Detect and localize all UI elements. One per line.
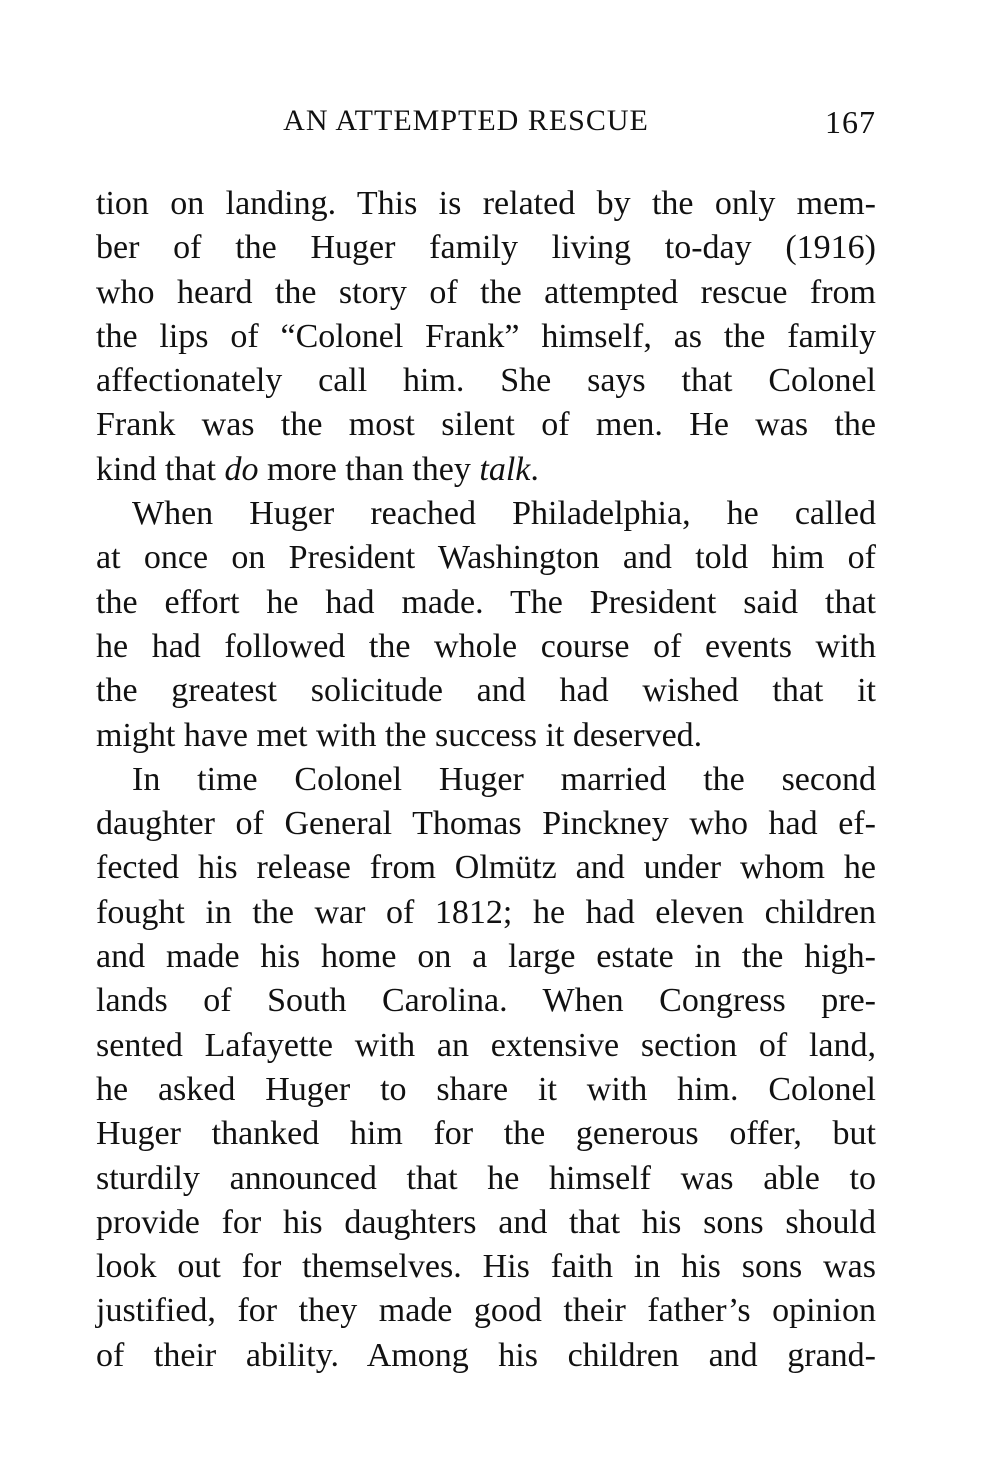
text-line: provide for his daughters and that his sons should — [96, 1203, 876, 1241]
text-line: Huger thanked him for the generous offer, but — [96, 1115, 876, 1153]
text-line: Frank was the most silent of men. He was the — [96, 406, 876, 444]
text-line: In time Colonel Huger married the second — [132, 760, 876, 798]
body-text — [96, 182, 876, 1378]
text-line: and made his home on a large estate in the high- — [96, 938, 876, 976]
italic-word: talk — [479, 450, 531, 488]
text-line: the effort he had made. The President said that — [96, 583, 876, 621]
text-fragment: more than they — [258, 450, 480, 488]
text-line: lands of South Carolina. When Congress pre- — [96, 982, 876, 1020]
text-line: he asked Huger to share it with him. Colonel — [96, 1070, 876, 1108]
text-line: affectionately call him. She says that Colonel — [96, 362, 876, 400]
text-line — [96, 448, 876, 492]
running-head — [96, 104, 876, 150]
text-line: of their ability. Among his children and grand- — [96, 1336, 876, 1374]
text-line: daughter of General Thomas Pinckney who had ef- — [96, 805, 876, 843]
text-line: he had followed the whole course of events with — [96, 627, 876, 665]
italic-word: do — [224, 450, 259, 488]
text-line: at once on President Washington and told him of — [96, 539, 876, 577]
book-page — [96, 104, 876, 1378]
text-line: tion on landing. This is related by the only mem- — [96, 185, 876, 222]
text-fragment: . — [530, 450, 539, 488]
text-line: fected his release from Olmütz and under whom he — [96, 849, 876, 887]
text-line: justified, for they made good their father’s opinion — [96, 1292, 876, 1330]
text-line: sented Lafayette with an extensive section of land, — [96, 1026, 876, 1064]
page-number: 167 — [825, 104, 876, 140]
text-line: fought in the war of 1812; he had eleven children — [96, 893, 876, 931]
text-line: look out for themselves. His faith in his sons was — [96, 1248, 876, 1286]
text-line: the lips of “Colonel Frank” himself, as the family — [96, 317, 876, 355]
text-line: might have met with the success it deserved. — [96, 716, 703, 754]
running-title: AN ATTEMPTED RESCUE — [283, 104, 649, 137]
text-line: who heard the story of the attempted rescue from — [96, 273, 876, 311]
text-line: the greatest solicitude and had wished that it — [96, 672, 876, 710]
text-line: When Huger reached Philadelphia, he called — [132, 495, 876, 533]
text-fragment: kind that — [96, 450, 225, 488]
text-line: ber of the Huger family living to-day (1916) — [96, 229, 876, 267]
text-line: sturdily announced that he himself was able to — [96, 1159, 876, 1197]
